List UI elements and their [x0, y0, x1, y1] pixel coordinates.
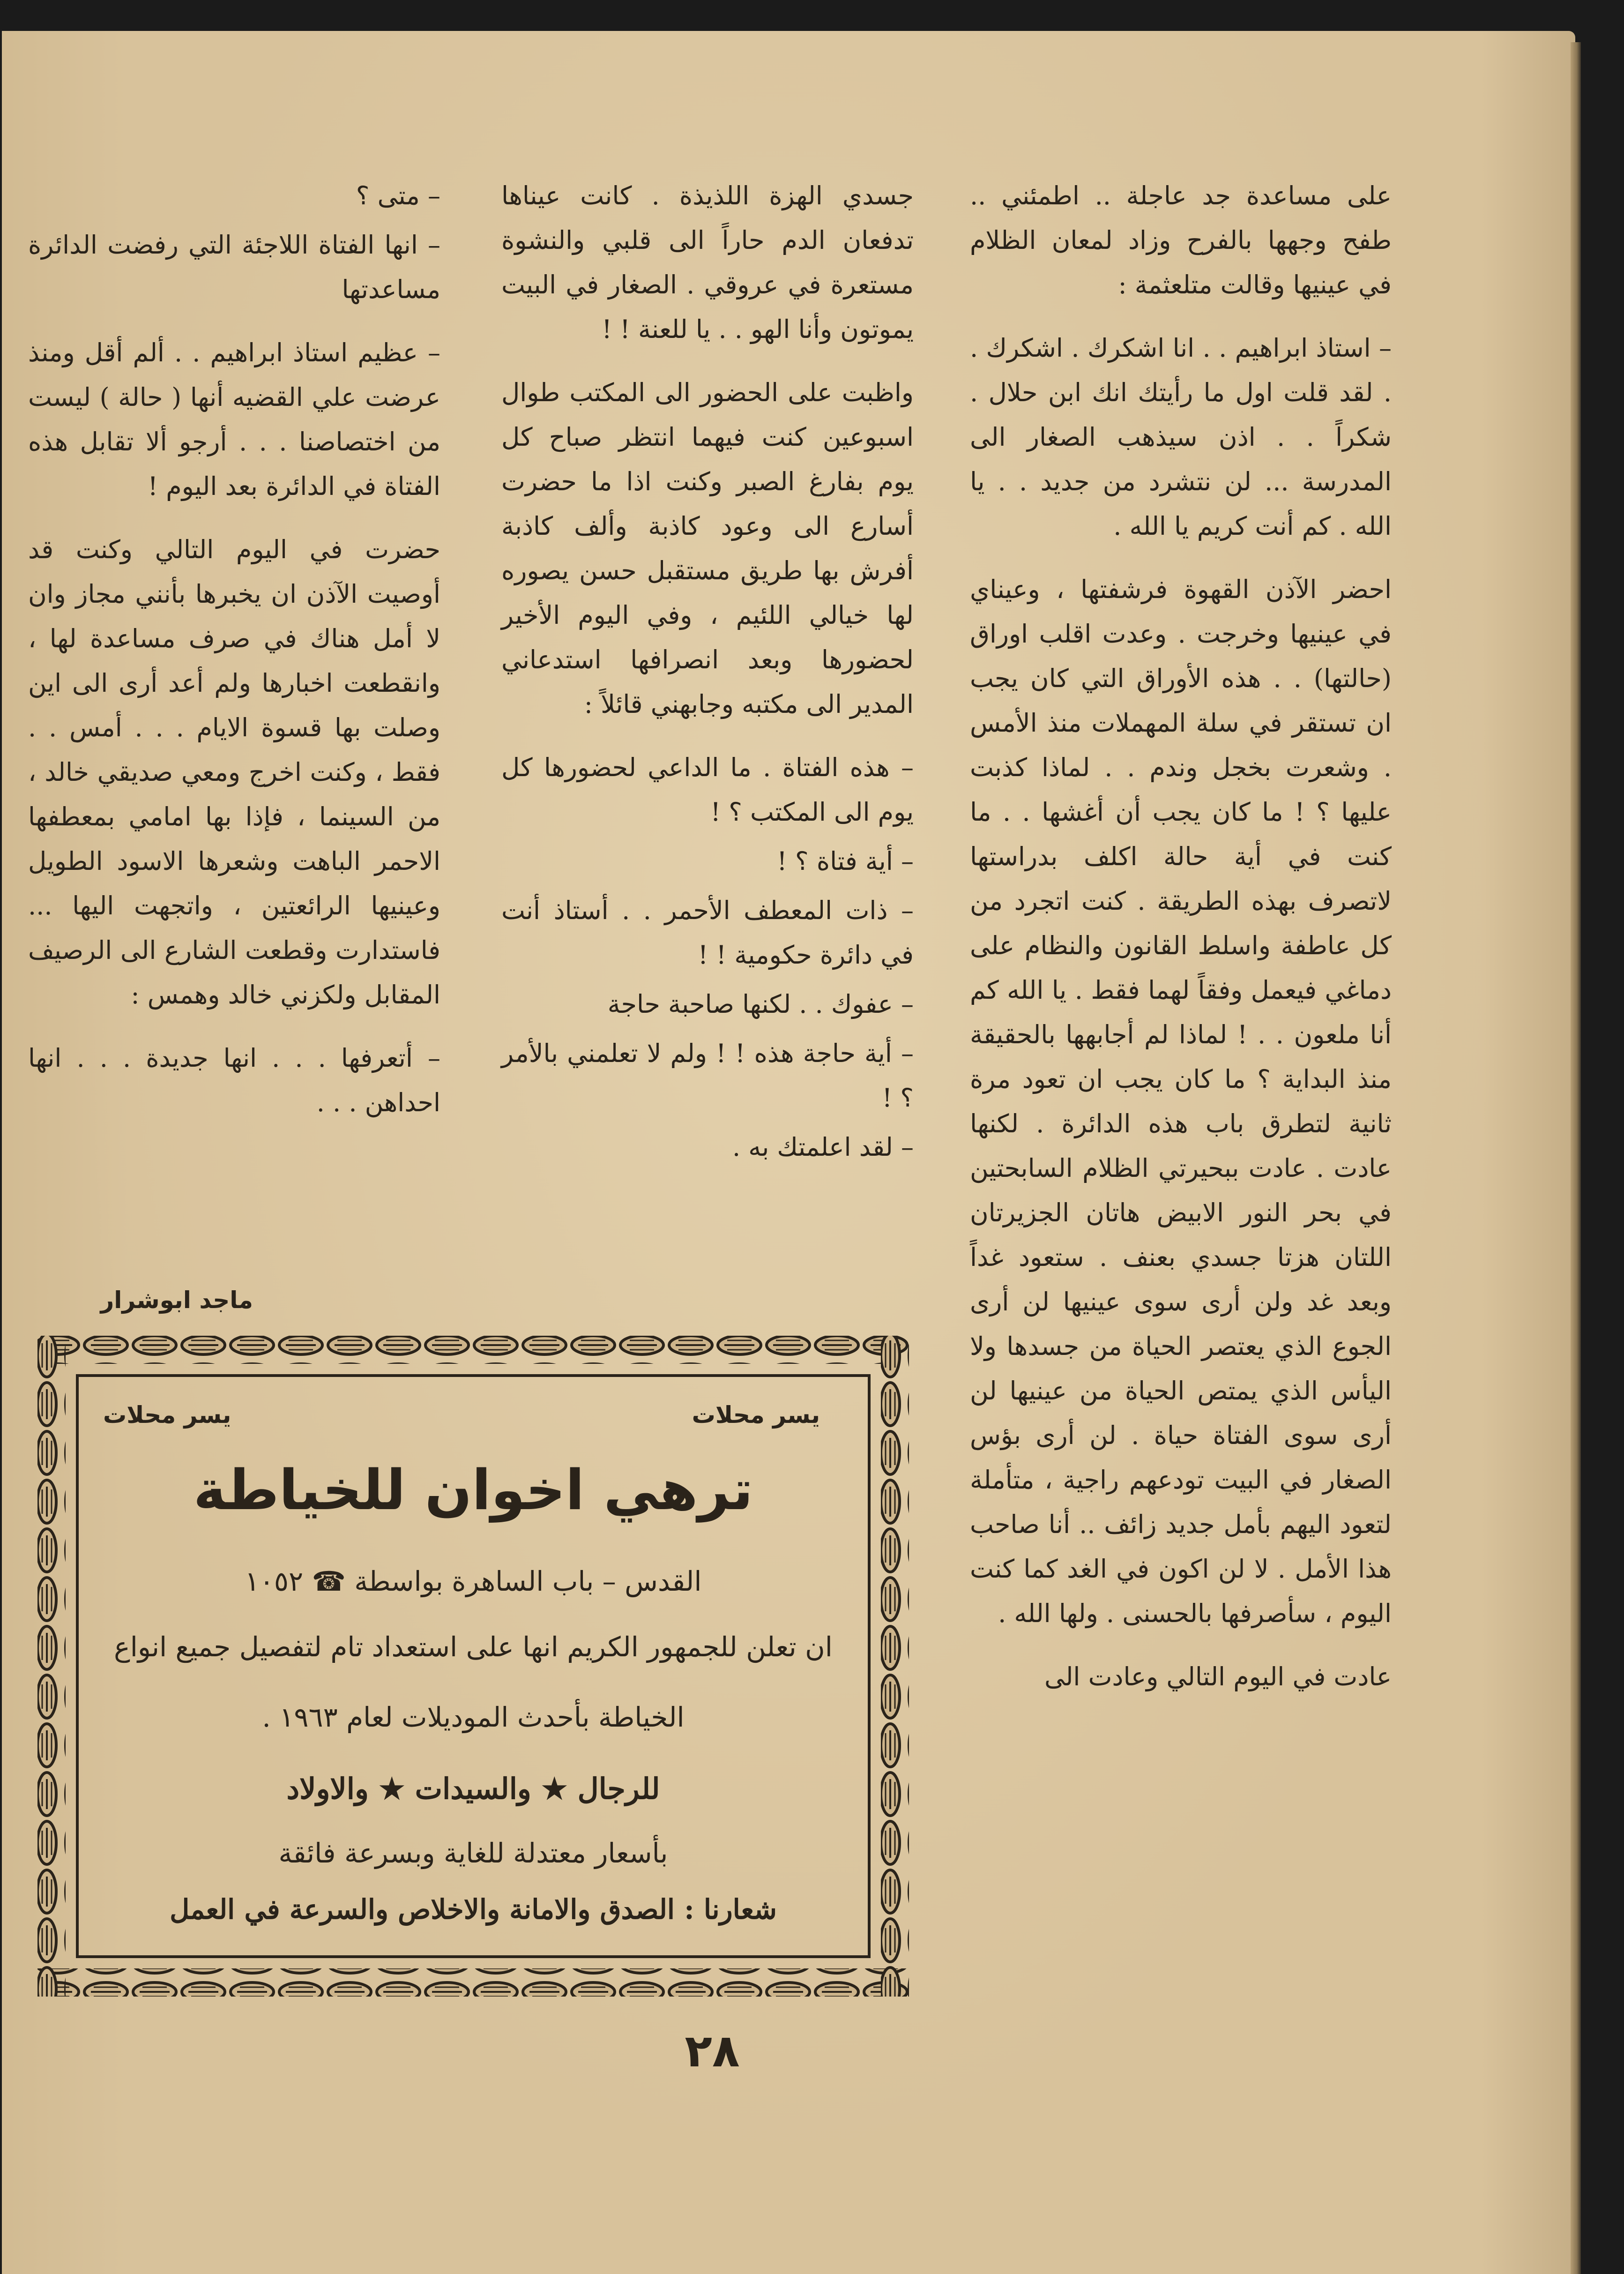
- dialogue-line: – لقد اعلمتك به .: [732, 1132, 914, 1162]
- paragraph: – أتعرفها . . . انها جديدة . . . انها احداهن . . .: [28, 1043, 440, 1117]
- ad-address: القدس – باب الساهرة بواسطة ☎ ١٠٥٢: [245, 1565, 702, 1597]
- paragraph: – عظيم استاذ ابراهيم . . ألم أقل ومنذ عرضت علي القضيه أنها ( حالة ) ليست من اختصاصنا . . . أرجو ألا تقابل هذه الفتاة في الدائرة بعد اليوم !: [28, 338, 440, 501]
- dialogue-line: – متى ؟: [356, 181, 440, 210]
- paragraph: احضر الآذن القهوة فرشفتها ، وعيناي في عينيها وخرجت . وعدت اقلب اوراق (حالتها) . . هذه الأوراق التي كان يجب ان تستقر في سلة المهملات منذ الأمس . وشعرت بخجل وندم . . لماذا كذبت عليها ؟ ! ما كان يجب أن أغشها . . ما كنت في أية حالة اكلف بدراستها لاتصرف بهذه الطريقة . كنت اتجرد من كل عاطفة واسلط القانون والنظام على دماغي فيعمل وفقاً لهما فقط . يا الله كم أنا ملعون . . ! لماذا لم أجابهها بالحقيقة منذ البداية ؟ ما كان يجب ان تعود مرة ثانية لتطرق باب هذه الدائرة . لكنها عادت . عادت ببحيرتي الظلام السابحتين في بحر النور الابيض هاتان الجزيرتان اللتان هزتا جسدي بعنف . ستعود غداً وبعد غد ولن أرى سوى عينيها لن أرى الجوع الذي يعتصر الحياة من جسدها ولا اليأس الذي يمتص الحياة من عينيها لن أرى سوى الفتاة حياة . لن أرى بؤس الصغار في البيت تودعهم راجية ، متأملة لتعود اليهم بأمل جديد زائف .. أنا صاحب هذا الأمل . لا لن اكون في الغد كما كنت اليوم ، سأصرفها بالحسنى . ولها الله .: [970, 575, 1392, 1628]
- dialogue-line: – انها الفتاة اللاجئة التي رفضت الدائرة مساعدتها: [28, 230, 440, 304]
- paragraph: على مساعدة جد عاجلة .. اطمئني .. طفح وجهها بالفرح وزاد لمعان الظلام في عينيها وقالت متلعثمة :: [970, 181, 1392, 299]
- text-column-right: [970, 173, 1392, 2025]
- author-signature: ماجد ابوشرار: [100, 1287, 253, 1314]
- ad-presenter-left: يسر محلات: [103, 1401, 231, 1429]
- ad-line: الخياطة بأحدث الموديلات لعام ١٩٦٣ .: [262, 1701, 685, 1733]
- ad-line: ان تعلن للجمهور الكريم انها على استعداد تام لتفصيل جميع انواع: [114, 1631, 833, 1663]
- page-edge: [1571, 42, 1581, 2274]
- paragraph: جسدي الهزة اللذيذة . كانت عيناها تدفعان الدم حاراً الى قلبي والنشوة مستعرة في عروقي . الصغار في البيت يموتون وأنا الهو . . يا للعنة ! !: [501, 181, 914, 344]
- ad-audience-line: للرجال ★ والسيدات ★ والاولاد: [286, 1772, 660, 1806]
- ad-slogan: شعارنا : الصدق والامانة والاخلاص والسرعة في العمل: [170, 1893, 777, 1925]
- paragraph: – استاذ ابراهيم . . انا اشكرك . اشكرك . . لقد قلت اول ما رأيتك انك ابن حلال . شكراً . . اذن سيذهب الصغار الى المدرسة ... لن نتشرد من جديد . . يا الله . كم أنت كريم يا الله .: [970, 333, 1392, 541]
- text-column-left: [28, 173, 440, 1275]
- paragraph: عادت في اليوم التالي وعادت الى: [1044, 1662, 1392, 1691]
- dialogue-line: – هذه الفتاة . ما الداعي لحضورها كل يوم الى المكتب ؟ !: [501, 753, 914, 827]
- dialogue-line: – أية حاجة هذه ! ! ولم لا تعلمني بالأمر ؟ !: [501, 1039, 914, 1113]
- ad-line: بأسعار معتدلة للغاية وبسرعة فائقة: [278, 1837, 668, 1869]
- dialogue-line: – أية فتاة ؟ !: [777, 846, 914, 876]
- advertisement-box: [33, 1331, 914, 2001]
- dialogue-line: – ذات المعطف الأحمر . . أستاذ أنت في دائرة حكومية ! !: [501, 896, 914, 970]
- dialogue-line: – عفوك . . لكنها صاحبة حاجة: [607, 989, 914, 1019]
- page-number: ٢٨: [685, 2025, 740, 2077]
- paragraph: واظبت على الحضور الى المكتب طوال اسبوعين كنت فيهما انتظر صباح كل يوم بفارغ الصبر وكنت اذا ما حضرت أسارع الى وعود كاذبة وألف كاذبة أفرش بها طريق مستقبل حسن يصوره لها خيالي اللئيم ، وفي اليوم الأخير لحضورها وبعد انصرافها استدعاني المدير الى مكتبه وجابهني قائلاً :: [501, 378, 914, 719]
- text-column-middle: [501, 173, 914, 1331]
- ad-title: ترهي اخوان للخياطة: [193, 1458, 753, 1522]
- ad-presenter-right: يسر محلات: [692, 1401, 820, 1429]
- paragraph: حضرت في اليوم التالي وكنت قد أوصيت الآذن ان يخبرها بأنني مجاز وان لا أمل هناك في صرف مساعدة لها ، وانقطعت اخبارها ولم أعد أرى الى اين وصلت بها قسوة الايام . . . أمس . . فقط ، وكنت اخرج ومعي صديقي خالد ، من السينما ، فإذا بها امامي بمعطفها الاحمر الباهت وشعرها الاسود الطويل وعينيها الرائعتين ، واتجهت اليها ... فاستدارت وقطعت الشارع الى الرصيف المقابل ولكزني خالد وهمس :: [28, 535, 440, 1010]
